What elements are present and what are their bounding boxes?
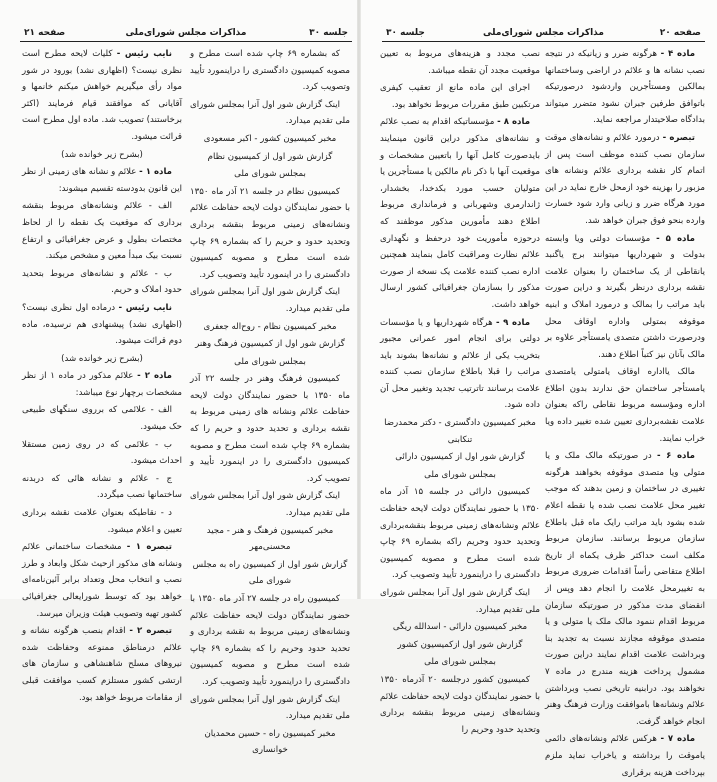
text-column <box>545 46 705 782</box>
paragraph-text: کمیسیون راه در جلسه ۲۷ آذر ماه ۱۳۵۰ با حضور نمایندگان دولت لایحه حفاظت علائم ونشانه‌های زمینی مربوط به نقشه برداری و تحدید حدود وحریم را که بشماره ۶۹ چاپ شده است مطرح و مصوبه کمیسیون دادگستری را دراینمورد تأیید وتصویب کرد. <box>190 594 350 687</box>
paragraph-text: بمجلس شورای ملی <box>234 169 306 180</box>
centered-line <box>190 166 350 183</box>
centered-line <box>190 336 350 353</box>
article-paragraph <box>22 539 182 622</box>
paragraph-text: ج - علائم و نشانه هائی که دربدنه ساختمانها نصب میگردد. <box>22 473 182 501</box>
paragraph <box>380 46 540 79</box>
paragraph <box>190 284 350 317</box>
paragraph <box>190 591 350 691</box>
book-gutter <box>357 0 361 599</box>
centered-line <box>190 131 350 148</box>
paragraph-text: الف - علائم ونشانه‌های مربوط بنقشه برداری که موقعیت یک نقطه را از لحاظ مختصات بطول و عرض جغرافیائی و ارتفاع نسبت بیک مبدأ معین و مشخص میکند. <box>22 201 182 262</box>
paragraph <box>190 371 350 487</box>
article-label: تبصره ۲ - <box>129 626 172 637</box>
paragraph <box>22 402 182 435</box>
paragraph-text: درمورد علائم و نشانه‌های موقت سازمان نصب کننده موظف است پس از اتمام کار نقشه برداری علائم ونشانه های مزبور را بهزینه خود ازمحل خارج نماید در این مورد هرگاه ضرر و زیانی وارد شود خسارت وارده بنحو فوق جبران خواهد شد. <box>545 132 705 226</box>
paragraph-text: مشخصات ساختمانی علائم ونشانه های مذکور ازحیث شکل وابعاد و طرز نصب و انتخاب محل وتعداد برابر آئین‌نامه‌ای خواهد بود که توسط شورایعالی جغرافیائی کشور تهیه وتصویب هیئت وزیران میرسد. <box>22 542 182 619</box>
article-label: ماده ۱ - <box>139 167 172 178</box>
article-paragraph <box>545 731 705 781</box>
page-header <box>20 28 352 42</box>
paragraph-text: بمجلس شورای ملی <box>424 469 496 480</box>
article-label: ماده ۴ - <box>660 49 696 59</box>
paragraph-text: کمیسیون نظام در جلسه ۲۱ آذر ماه ۱۳۵۰ با حضور نمایندگان دولت لایحه حفاظت علائم ونشانه‌های زمینی مربوط بنقشه برداری وتحدید حدود و حریم را که بشماره ۶۹ چاپ شده است مطرح و مصوبه کمیسیون دادگستری را در اینمورد تأیید وتصویب کرد. <box>190 186 350 280</box>
article-paragraph <box>545 231 705 364</box>
paragraph-text: گزارش شور اول از کمیسیون راه به مجلس شورای ملی <box>192 559 348 587</box>
article-label: ماده ۲ - <box>137 371 172 382</box>
article-label: نایب رئیس - <box>116 49 172 59</box>
article-paragraph <box>22 164 182 197</box>
centered-line <box>190 149 350 166</box>
article-label: تبصره - <box>662 132 695 143</box>
centered-line <box>190 726 350 759</box>
paragraph <box>380 585 540 618</box>
paragraph <box>190 488 350 521</box>
paragraph-text: ب - علائم و نشانه‌های مربوط بتحدید حدود املاک و حریم. <box>22 268 182 296</box>
paragraph-text: علائم و نشانه های زمینی از نظر این قانون بدودسته تقسیم میشوند: <box>22 167 182 194</box>
paragraph-text: علائم مذکور در ماده ۱ از نظر مشخصات برچهار نوع میباشد: <box>22 371 182 398</box>
paragraph-text: مخبر کمیسیون راه - حسین محمدیان خوانساری <box>204 728 336 756</box>
paragraph-text: بمجلس شورای ملی <box>424 657 496 668</box>
text-column <box>22 46 182 707</box>
paragraph-text: مخبر کمیسیون فرهنگ و هنر - مجید محسنی‌مهر <box>206 525 334 553</box>
centered-line <box>380 619 540 636</box>
paragraph <box>190 46 350 96</box>
paragraph-text: اینک گزارش شور اول آنرا بمجلس شورای ملی تقدیم میدارد. <box>190 694 350 722</box>
page-number: صفحه ۲۰ <box>659 28 701 38</box>
paragraph <box>22 471 182 504</box>
article-label: ماده ۶ - <box>656 451 696 462</box>
article-paragraph <box>545 448 705 730</box>
article-label: تبصره ۱ - <box>126 542 172 553</box>
centered-line <box>380 467 540 484</box>
paragraph-text: هرگونه ضرر و زیانیکه در نتیجه نصب نشانه ها و علائم در اراضی وساختمانها بمالکین ومستأجرین واردشود درصورتیکه باتوافق طرفین جبران نشود متضرر میتواند بدادگاه صلاحیتدار مراجعه نماید. <box>545 49 705 126</box>
paragraph-text: مخبر کمیسیون کشور - اکبر مسعودی <box>203 133 337 144</box>
article-label: نایب رئیس - <box>118 302 172 313</box>
paragraph-text: ب - علائمی که در روی زمین مستقلا احداث میشود. <box>22 439 182 467</box>
paragraph <box>190 692 350 725</box>
article-paragraph <box>22 300 182 350</box>
paragraph-text: گزارش شور اول از کمیسیون فرهنگ وهنر <box>195 339 345 350</box>
paragraph-text: که بشماره ۶۹ چاپ شده است مطرح و مصوبه کمیسیون دادگستری را دراینمورد تأیید وتصویب کرد. <box>190 49 350 93</box>
page-number: صفحه ۲۱ <box>24 28 66 38</box>
centered-line <box>190 523 350 556</box>
centered-line <box>22 147 182 164</box>
session-number: جلسه ۳۰ <box>309 28 348 38</box>
paragraph <box>380 80 540 113</box>
paragraph-text: کمیسیون فرهنگ وهنر در جلسه ۲۲ آذر ماه ۱۳۵۰ با حضور نمایندگان دولت لایحه حفاظت علائم ونشانه های زمینی مربوط به نقشه برداری و تحدید حدود و حریم را که بشماره ۶۹ چاپ شده است مطرح و مصوبه کمیسیون دادگستری را در اینمورد تأیید و تصویب کرد. <box>190 374 351 484</box>
paragraph-text: هرکس علائم ونشانه‌های دائمی یاموقت را برداشته و یاخراب نماید ملزم بپرداخت هزینه برقراری <box>545 734 705 778</box>
centered-line <box>22 351 182 368</box>
paragraph <box>22 437 182 470</box>
centered-line <box>190 557 350 590</box>
paragraph-text: اینک گزارش شور اول آنرا بمجلس شورای ملی تقدیم میدارد. <box>380 588 540 615</box>
paragraph <box>22 198 182 264</box>
text-column <box>190 46 350 760</box>
article-label: ماده ۵ - <box>656 233 695 244</box>
paragraph <box>22 505 182 538</box>
paragraph-text: مالک یااداره اوقاف یامتولی یامتصدی یامستأجر ساختمان حق ندارند بدون اطلاع اداره ومؤسسه مربوط نقاطی راکه بعنوان علامت نقشه‌برداری تعیین شده تغییر داده ویا خراب نمایند. <box>545 367 705 444</box>
page-header <box>382 28 705 42</box>
paragraph-text: مخبر کمیسیون دادگستری - دکتر محمدرضا تنکابنی <box>384 418 536 445</box>
article-paragraph <box>545 130 705 230</box>
article-label: ماده ۸ - <box>497 117 531 128</box>
article-label: ماده ۹ - <box>496 317 531 328</box>
article-paragraph <box>22 46 182 146</box>
paragraph <box>545 364 705 447</box>
paragraph-text: مؤسساتیکه اقدام به نصب علائم و نشانه‌های مذکور دراین قانون مینمایند بایدصورت کامل آنها را باتعیین مشخصات و موقعیت آنها با ذکر نام مالکین یا مستأجرین یا متولیان حسب مورد بکدخدا، بخشدار، ژاندارمری وشهربانی و فرمانداری مربوط اطلاع دهند مأمورین مذکور موظفند که درحوزه مأموریت خود درحفظ و نگهداری علائم نظارت ومراقبت کامل بنمایند همچنین اداره نصب کننده علامت یک نسخه از صورت مذکور را بسازمان جغرافیائی کشور ارسال خواهد داشت. <box>380 117 540 310</box>
article-paragraph <box>545 46 705 129</box>
centered-line <box>380 415 540 448</box>
paragraph-text: اجرای این ماده مانع از تعقیب کیفری مرتکبین طبق مقررات مربوط نخواهد بود. <box>380 83 540 110</box>
centered-line <box>380 637 540 654</box>
centered-line <box>190 319 350 336</box>
paragraph-text: گزارش شور اول ازکمیسیون کشور <box>397 639 523 650</box>
paragraph-text: گزارش شور اول از کمیسیون نظام <box>207 151 333 162</box>
centered-line <box>190 354 350 371</box>
paragraph <box>190 184 350 284</box>
paragraph-text: مخبر کمیسیون نظام - روح‌اله جعفری <box>203 321 337 332</box>
text-column <box>380 46 540 739</box>
paragraph-text: کمیسیون کشور درجلسه ۲۰ آذرماه ۱۳۵۰ با حضور نمایندگان دولت لایحه حفاظت علائم ونشانه‌های زمینی مربوط بنقشه برداری وتحدید حدود وحریم را <box>380 674 540 735</box>
paragraph-text: د - نقاطیکه بعنوان علامت نقشه برداری تعیین و اعلام میشود. <box>22 508 182 535</box>
article-label: ماده ۷ - <box>660 734 696 745</box>
paragraph-text: اقدام بنصب هرگونه نشانه و علائم درمناطق ممنوعه وحفاظت شده نیروهای مسلح شاهنشاهی و سازمان های ارتشی کشور مستلزم کسب موافقت قبلی از مقامات مربوط خواهد بود. <box>22 626 182 703</box>
paragraph-text: در صورتیکه مالک ملک و یا متولی ویا متصدی موقوفه بخواهند هرگونه تغییری در ساختمان و زمین بدهند که موجب تغییر محل علامت نصب شده یا نقطه اعلام شده بشود باید مراتب رایک ماه قبل باطلاع سازمان مربوط برسانند. سازمان مربوط مکلف است حداکثر ظرف یکماه از تاریخ اطلاع متقاضی رأساً اقدامات ضروری مربوط به تغییرمحل علامت را انجام دهد وپس از انقضای مدت مذکور در صورتیکه سازمان مربوط اقدام ننمود مالک ملک یا متولی و یا متصدی موقوفه مجازند نسبت به تجدید بنا وبرداشت علامت اقدام نمایند دراین صورت مشمول پرداخت هزینه مندرج در ماده ۷ نخواهند بود. درابنیه تاریخی نصب وبرداشتن علائم ونشانه‌ها باموافقت وزارت فرهنگ وهنر انجام خواهد گرفت. <box>545 451 705 727</box>
paragraph-text: کلیات لایحه مطرح است نظری نیست؟ (اظهاری نشد) بورود در شور مواد رأی میگیریم خواهش میکنم خانمها و آقایانی که موافقند قیام فرمایند (اکثر برخاستند) تصویب شد. ماده اول مطرح است قرائت میشود. <box>22 49 182 142</box>
article-paragraph <box>380 315 540 415</box>
session-number: جلسه ۳۰ <box>386 28 425 38</box>
paragraph-text: کمیسیون دارائی در جلسه ۱۵ آذر ماه ۱۳۵۰ با حضور نمایندگان دولت لایحه حفاظت علائم ونشانه‌های زمینی مربوط بنقشه‌برداری وتحدید حدود وحریم راکه بشماره ۶۹ چاپ شده است مطرح و مصوبه کمیسیون دادگستری را دراینمورد تأیید وتصویب کرد. <box>380 487 540 581</box>
paragraph-text: گزارش شور اول از کمیسیون دارائی <box>395 452 525 463</box>
paragraph-text: الف - علائمی که برروی سنگهای طبیعی حک میشود. <box>22 405 182 433</box>
centered-line <box>380 449 540 466</box>
article-paragraph <box>22 368 182 401</box>
paragraph <box>22 266 182 299</box>
article-paragraph <box>380 114 540 313</box>
paragraph-text: نصب مجدد و هزینه‌های مربوط به تعیین موقعیت مجدد آن نقطه میباشد. <box>380 49 540 76</box>
paragraph-text: درماده اول نظری نیست؟ (اظهاری نشد) پیشنهادی هم نرسیده، ماده دوم قرائت میشود. <box>22 302 182 347</box>
paragraph-text: هرگاه شهرداریها و یا مؤسسات دولتی برای انجام امور عمرانی مجبور بتخریب یکی از علائم و نشانه‌ها بشوند باید مراتب را قبلا باطلاع سازمان نصب کننده علامت برسانند تاترتیب تجدید وتغییر محل آن داده شود. <box>380 317 540 411</box>
paragraph <box>380 484 540 584</box>
paragraph <box>190 97 350 130</box>
paragraph <box>380 672 540 738</box>
paragraph-text: مخبر کمیسیون دارائی - اسدالله ریگی <box>392 622 528 633</box>
paragraph-text: مؤسسات دولتی ویا وابسته بدولت و شهرداریها میتوانند برج یاگنبد یانقاطی از یک ساختمان را بعنوان علامت نقشه برداری درنظر بگیرند و دراین صورت باید مراتب را بمالک و درمورد املاک و ابنیه موقوفه بمتولی واداره اوقاف محل ودرصورت داشتن متصدی یامستأجر علاوه بر مالک بآنان نیز کتباً اطلاع دهند. <box>545 233 705 360</box>
paragraph-text: (بشرح زیر خوانده شد) <box>61 353 143 364</box>
centered-line <box>380 654 540 671</box>
paragraph-text: (بشرح زیر خوانده شد) <box>61 149 143 160</box>
paragraph-text: اینک گزارش شور اول آنرا بمجلس شورای ملی تقدیم میدارد. <box>190 99 350 127</box>
article-paragraph <box>22 623 182 706</box>
paragraph-text: اینک گزارش شور اول آنرا بمجلس شورای ملی تقدیم میدارد. <box>190 491 350 519</box>
running-title: مذاکرات مجلس شورای‌ملی <box>125 28 247 38</box>
paragraph-text: بمجلس شورای ملی <box>234 356 306 367</box>
running-title: مذاکرات مجلس شورای‌ملی <box>483 28 604 38</box>
paragraph-text: اینک گزارش شور اول آنرا بمجلس شورای ملی تقدیم میدارد. <box>190 287 350 314</box>
